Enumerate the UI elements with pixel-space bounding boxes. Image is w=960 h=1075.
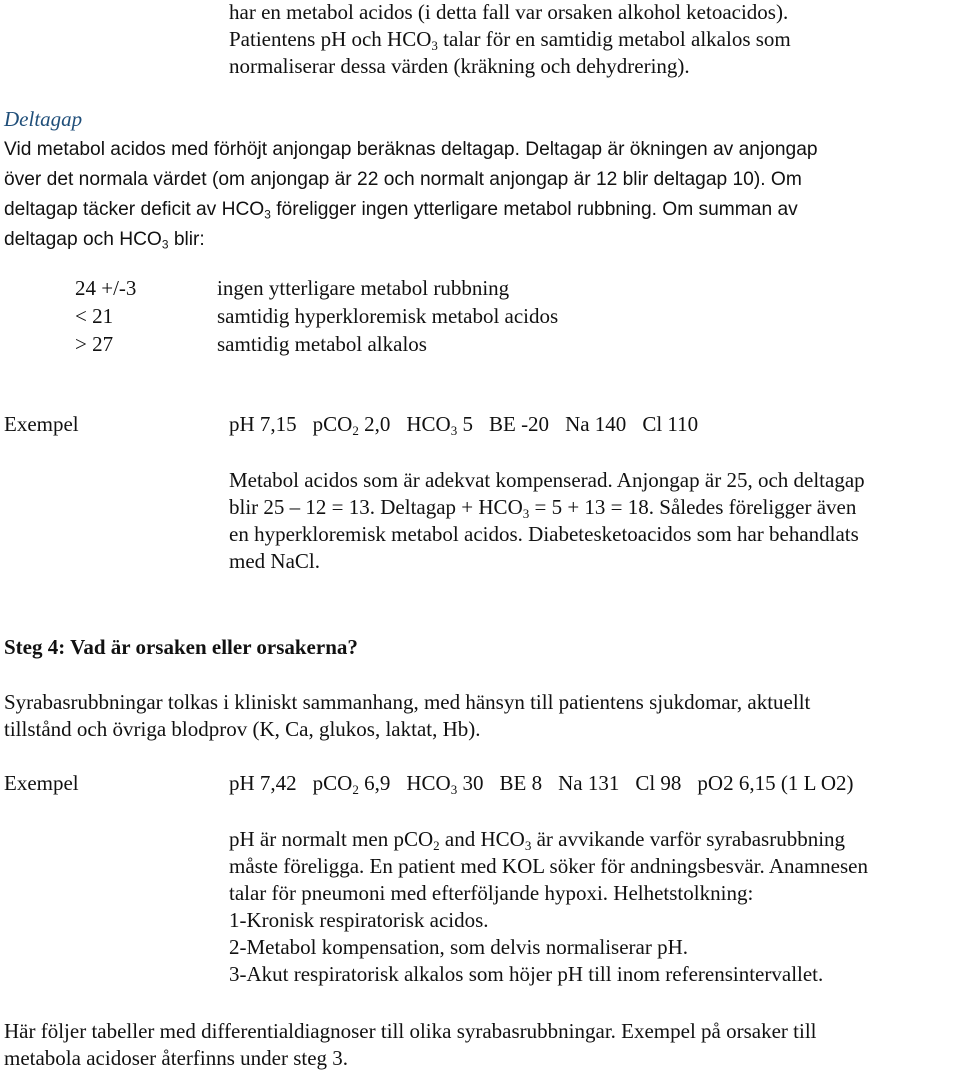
range-meaning: samtidig hyperkloremisk metabol acidos [217,304,559,328]
be-value: BE 8 [499,771,543,795]
footer-paragraph [4,1018,817,1072]
example-1-line-4: med NaCl. [229,549,320,573]
example-2-line-5: 2-Metabol kompensation, som delvis normaliserar pH. [229,935,688,959]
pco2-value: pCO$_2$ 6,9 [312,771,391,797]
deltagap-line-4: deltagap och $HCO_3$ blir: [4,229,205,252]
deltagap-paragraph [4,135,818,255]
example-label: Exempel [4,771,79,795]
hco3-value: $HCO_3$ 30 [406,771,484,797]
range-meaning: ingen ytterligare metabol rubbning [217,276,510,300]
range-value: 24 +/-3 [75,276,137,300]
na-value: Na 131 [558,771,620,795]
be-value: BE -20 [488,412,550,436]
range-value: > 27 [75,332,114,356]
deltagap-line-3: deltagap täcker deficit av $HCO_3$ föreligger ingen ytterligare metabol rubbning. Om summan av [4,199,798,222]
ranges-list [75,275,775,365]
deltagap-line-2: över det normala värdet (om anjongap är 22 och normalt anjongap är 12 blir deltagap 10). Om [4,169,802,190]
example-label: Exempel [4,412,79,436]
example-values [229,411,714,438]
po2-value: pO2 6,15 (1 L O2) [697,771,854,795]
example-2-line-1: pH är normalt men pCO$_2$ and $HCO_3$ är avvikande varför syrabasrubbning [229,827,846,853]
example-2-line-6: 3-Akut respiratorisk alkalos som höjer pH till inom referensintervallet. [229,962,824,986]
ph-value: pH 7,15 [229,412,297,436]
cl-value: Cl 110 [642,412,699,436]
intro-line-2: Patientens pH och $HCO_3$ talar för en samtidig metabol alkalos som [229,27,791,53]
footer-line-1: Här följer tabeller med differentialdiagnoser till olika syrabasrubbningar. Exempel på orsaker till [4,1019,817,1043]
example-1 [0,411,960,441]
example-2-line-4: 1-Kronisk respiratorisk acidos. [229,908,489,932]
range-value: < 21 [75,304,114,328]
example-1-line-1: Metabol acidos som är adekvat kompenserad. Anjongap är 25, och deltagap [229,468,865,492]
example-2-line-2: måste föreligga. En patient med KOL söker för andningsbesvär. Anamnesen [229,854,868,878]
intro-paragraph [229,0,791,80]
intro-line-1: har en metabol acidos (i detta fall var orsaken alkohol ketoacidos). [229,0,789,24]
intro-line-3: normaliserar dessa värden (kräkning och dehydrering). [229,54,690,78]
hco3-value: $HCO_3$ 5 [406,412,473,438]
na-value: Na 140 [565,412,627,436]
example-values [229,770,870,797]
deltagap-heading: Deltagap [4,107,83,131]
pco2-value: pCO$_2$ 2,0 [312,412,391,438]
step4-line-2: tillstånd och övriga blodprov (K, Ca, glukos, laktat, Hb). [4,717,481,741]
example-2-explanation [229,826,868,988]
footer-line-2: metabola acidoser återfinns under steg 3. [4,1046,349,1070]
deltagap-line-1: Vid metabol acidos med förhöjt anjongap beräknas deltagap. Deltagap är ökningen av anjongap [4,139,818,160]
step4-line-1: Syrabasrubbningar tolkas i kliniskt sammanhang, med hänsyn till patientens sjukdomar, aktuellt [4,690,811,714]
example-2 [0,770,960,800]
step4-paragraph [4,689,810,743]
example-2-line-3: talar för pneumoni med efterföljande hypoxi. Helhetstolkning: [229,881,754,905]
cl-value: Cl 98 [635,771,682,795]
example-1-line-3: en hyperkloremisk metabol acidos. Diabetesketoacidos som har behandlats [229,522,859,546]
step4-heading: Steg 4: Vad är orsaken eller orsakerna? [4,635,358,659]
example-1-line-2: blir 25 – 12 = 13. Deltagap + $HCO_3 = 5 + 13 = 18$. Således föreligger även [229,495,857,521]
range-meaning: samtidig metabol alkalos [217,332,427,356]
ph-value: pH 7,42 [229,771,297,795]
example-1-explanation [229,467,865,575]
